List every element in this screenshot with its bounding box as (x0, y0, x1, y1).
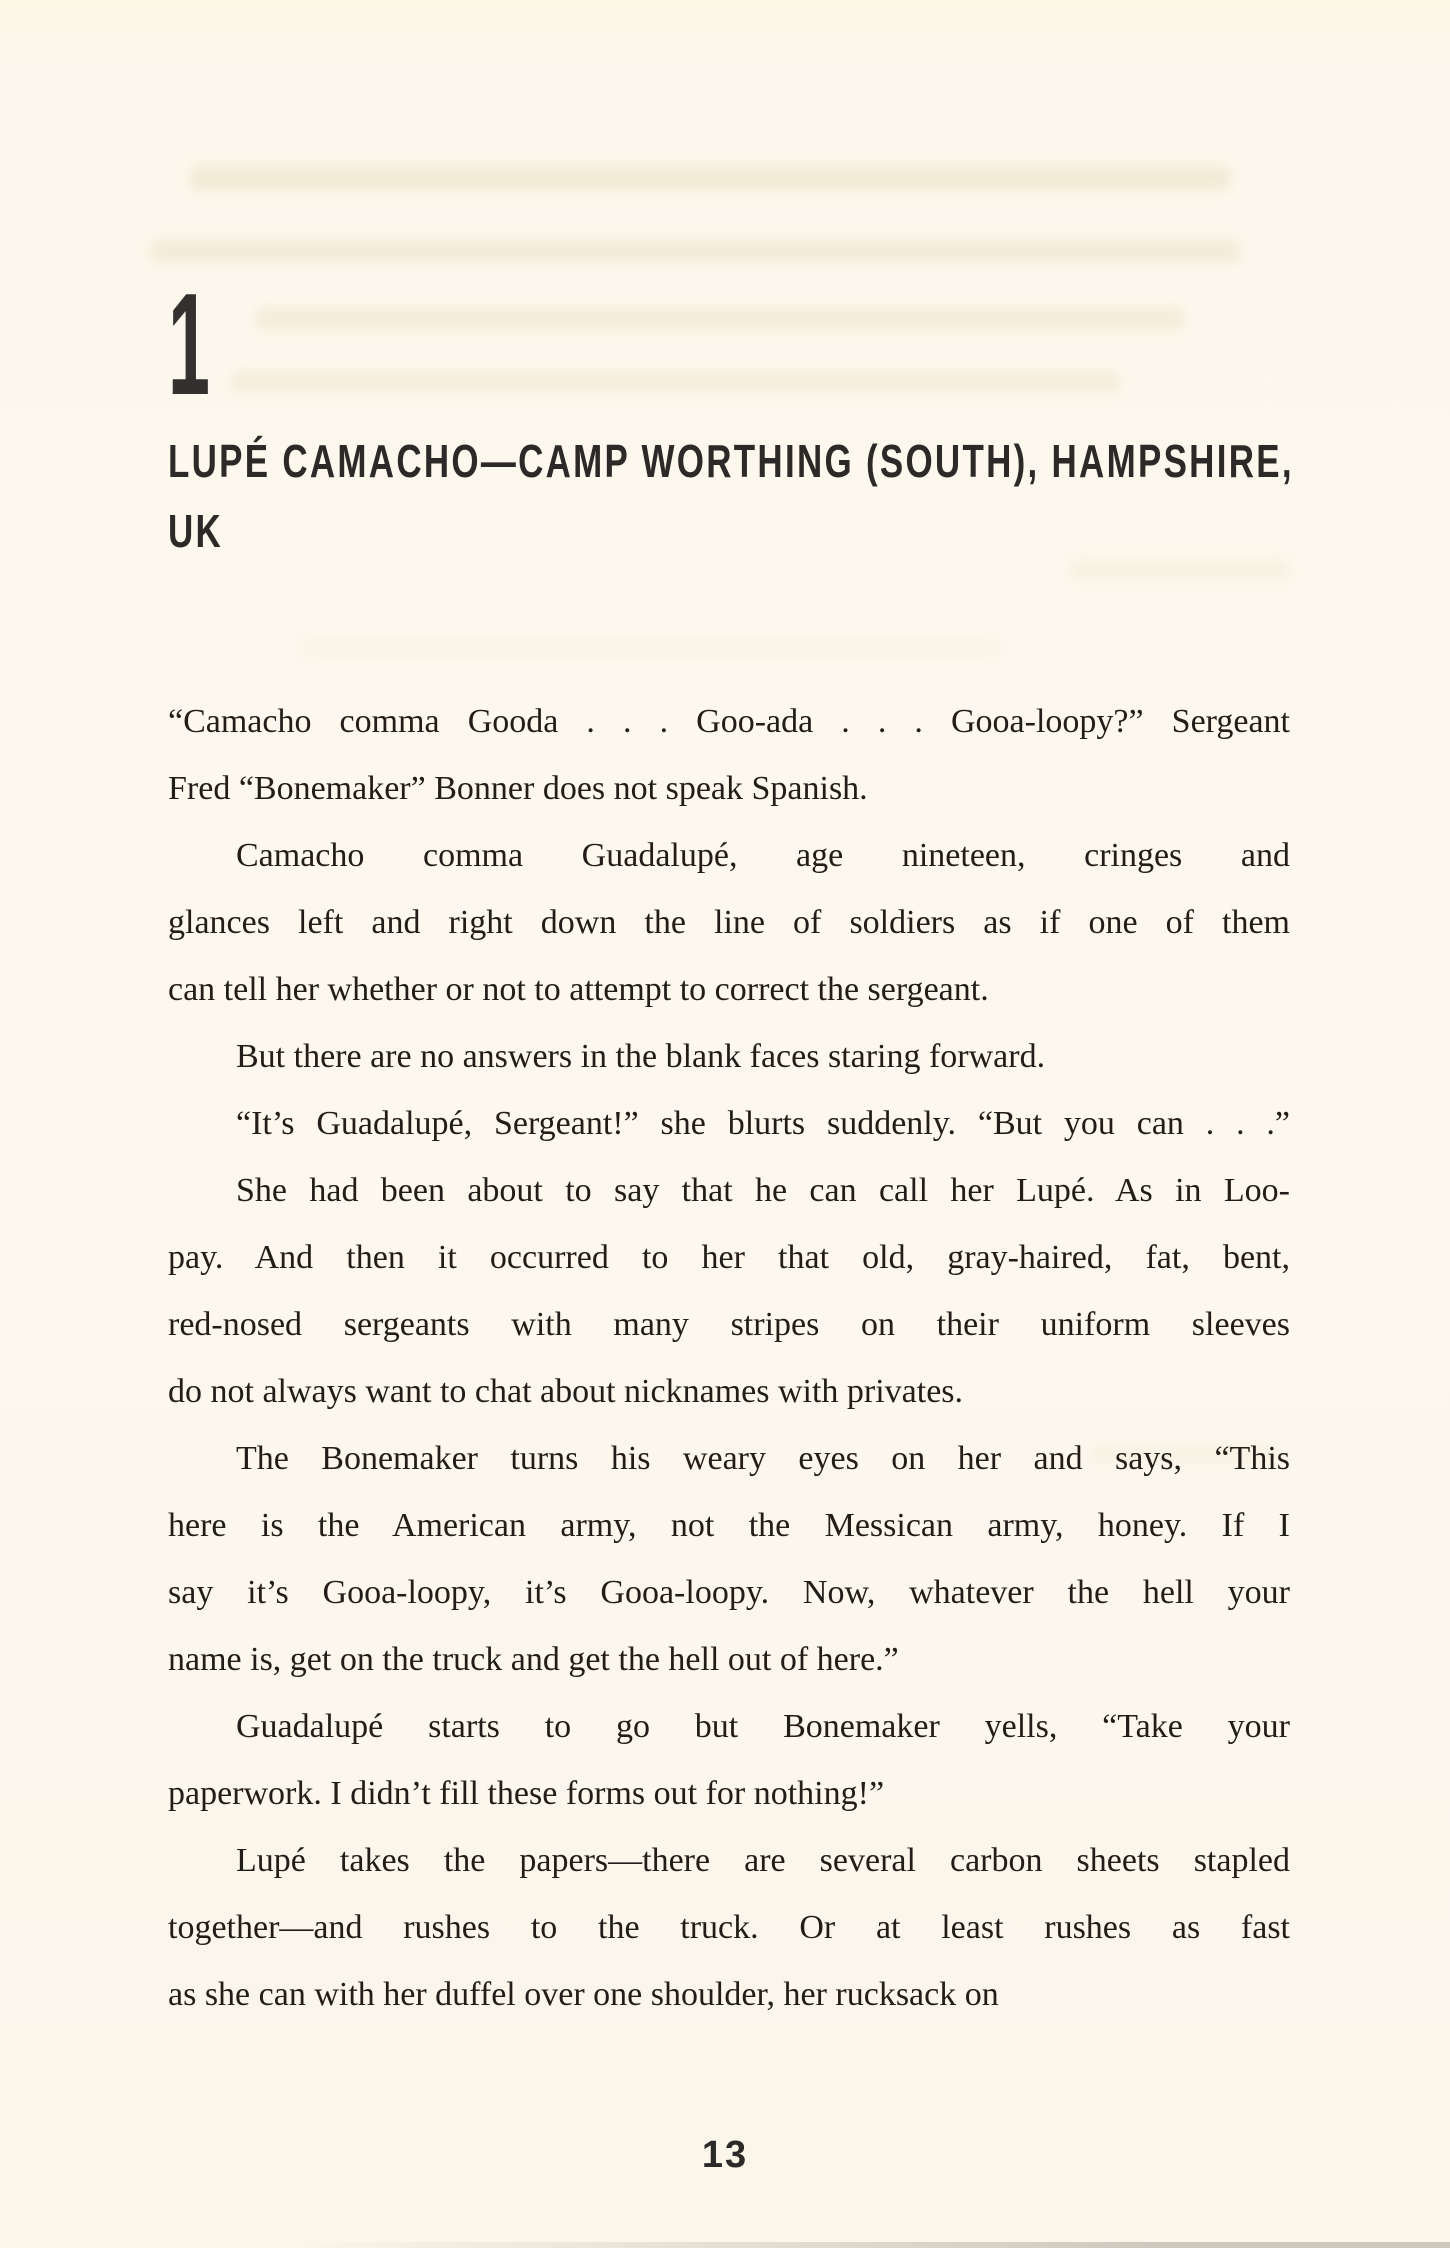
page-edge-shadow (0, 2242, 1450, 2248)
paragraph (168, 688, 1290, 822)
paragraph (168, 1425, 1290, 1693)
chapter-heading (168, 426, 1450, 566)
text-line: pay. And then it occurred to her that old, gray-haired, fat, bent, (168, 1239, 1290, 1276)
paragraph (168, 1023, 1290, 1090)
text-line: Fred “Bonemaker” Bonner does not speak Spanish. (168, 770, 868, 807)
chapter-heading-line: LUPÉ CAMACHO—CAMP WORTHING (SOUTH), HAMPSHIRE, (168, 435, 1294, 487)
bleed-through (230, 372, 1120, 392)
text-line: “It’s Guadalupé, Sergeant!” she blurts suddenly. “But you can . . .” (236, 1105, 1290, 1142)
text-line: paperwork. I didn’t fill these forms out for nothing!” (168, 1775, 885, 1812)
text-line: But there are no answers in the blank faces staring forward. (236, 1038, 1046, 1075)
text-line: The Bonemaker turns his weary eyes on her and says, “This (236, 1440, 1290, 1477)
text-line: glances left and right down the line of soldiers as if one of them (168, 904, 1290, 941)
text-line: “Camacho comma Gooda . . . Goo-ada . . . Gooa-loopy?” Sergeant (168, 703, 1290, 740)
text-line: as she can with her duffel over one shoulder, her rucksack on (168, 1976, 999, 2013)
page-number: 13 (701, 2134, 749, 2176)
text-line: Lupé takes the papers—there are several carbon sheets stapled (236, 1842, 1290, 1879)
text-line: together—and rushes to the truck. Or at least rushes as fast (168, 1909, 1290, 1946)
chapter-number: 1 (168, 263, 210, 425)
text-line: Camacho comma Guadalupé, age nineteen, cringes and (236, 837, 1290, 874)
paragraph (168, 1090, 1290, 1157)
paragraph (168, 1827, 1290, 2028)
text-line: She had been about to say that he can call her Lupé. As in Loo- (236, 1172, 1290, 1209)
text-line: here is the American army, not the Messican army, honey. If I (168, 1507, 1290, 1544)
paragraph (168, 822, 1290, 1023)
bleed-through (190, 166, 1230, 190)
body-text (168, 688, 1290, 2028)
text-line: Guadalupé starts to go but Bonemaker yells, “Take your (236, 1708, 1290, 1745)
text-line: red-nosed sergeants with many stripes on their uniform sleeves (168, 1306, 1290, 1343)
text-line: do not always want to chat about nicknames with privates. (168, 1373, 964, 1410)
bleed-through (255, 308, 1185, 330)
paragraph (168, 1693, 1290, 1827)
text-line: say it’s Gooa-loopy, it’s Gooa-loopy. Now, whatever the hell your (168, 1574, 1290, 1611)
paragraph (168, 1157, 1290, 1425)
bleed-through (300, 640, 1000, 656)
text-line: name is, get on the truck and get the hell out of here.” (168, 1641, 899, 1678)
text-line: can tell her whether or not to attempt to correct the sergeant. (168, 971, 989, 1008)
bleed-through (150, 240, 1240, 262)
chapter-heading-line: UK (168, 505, 224, 557)
